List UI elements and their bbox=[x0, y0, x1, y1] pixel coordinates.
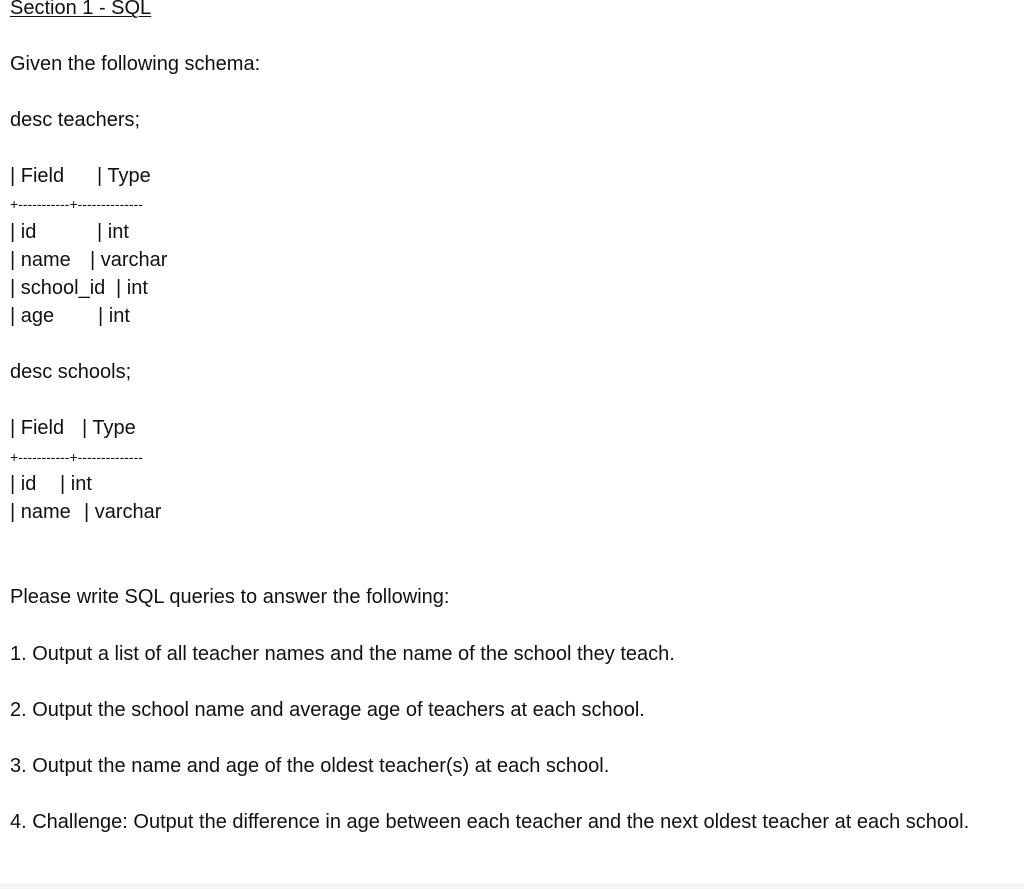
schools-header-field: | Field bbox=[10, 417, 65, 439]
schools-header-type: | Type bbox=[82, 417, 136, 439]
teachers-row-field: | name bbox=[10, 249, 71, 271]
schools-desc-command: desc schools; bbox=[10, 361, 132, 383]
teachers-row-field: | age bbox=[10, 305, 55, 327]
schools-row-type: | int bbox=[60, 473, 92, 495]
section-title: Section 1 - SQL bbox=[10, 0, 152, 19]
teachers-row-type: | int bbox=[97, 221, 129, 243]
schools-row-field: | name bbox=[10, 501, 71, 523]
schools-separator: +-----------+-------------- bbox=[10, 449, 143, 465]
teachers-header-type: | Type bbox=[97, 165, 151, 187]
teachers-row-type: | int bbox=[98, 305, 130, 327]
intro-text: Given the following schema: bbox=[10, 53, 261, 75]
question-item: 2. Output the school name and average age of teachers at each school. bbox=[10, 699, 645, 721]
schools-row-field: | id bbox=[10, 473, 37, 495]
question-item: 1. Output a list of all teacher names and the name of the school they teach. bbox=[10, 643, 675, 665]
question-item: 3. Output the name and age of the oldest teacher(s) at each school. bbox=[10, 755, 610, 777]
question-item: 4. Challenge: Output the difference in age between each teacher and the next oldest teacher at each school. bbox=[10, 811, 970, 833]
teachers-separator: +-----------+-------------- bbox=[10, 196, 143, 212]
teachers-row-type: | int bbox=[116, 277, 148, 299]
bottom-edge bbox=[0, 883, 1024, 889]
teachers-desc-command: desc teachers; bbox=[10, 109, 141, 131]
teachers-row-type: | varchar bbox=[90, 249, 168, 271]
prompt-text: Please write SQL queries to answer the following: bbox=[10, 586, 450, 608]
teachers-header-field: | Field bbox=[10, 165, 65, 187]
schools-row-type: | varchar bbox=[84, 501, 162, 523]
teachers-row-field: | school_id bbox=[10, 277, 106, 299]
teachers-row-field: | id bbox=[10, 221, 37, 243]
